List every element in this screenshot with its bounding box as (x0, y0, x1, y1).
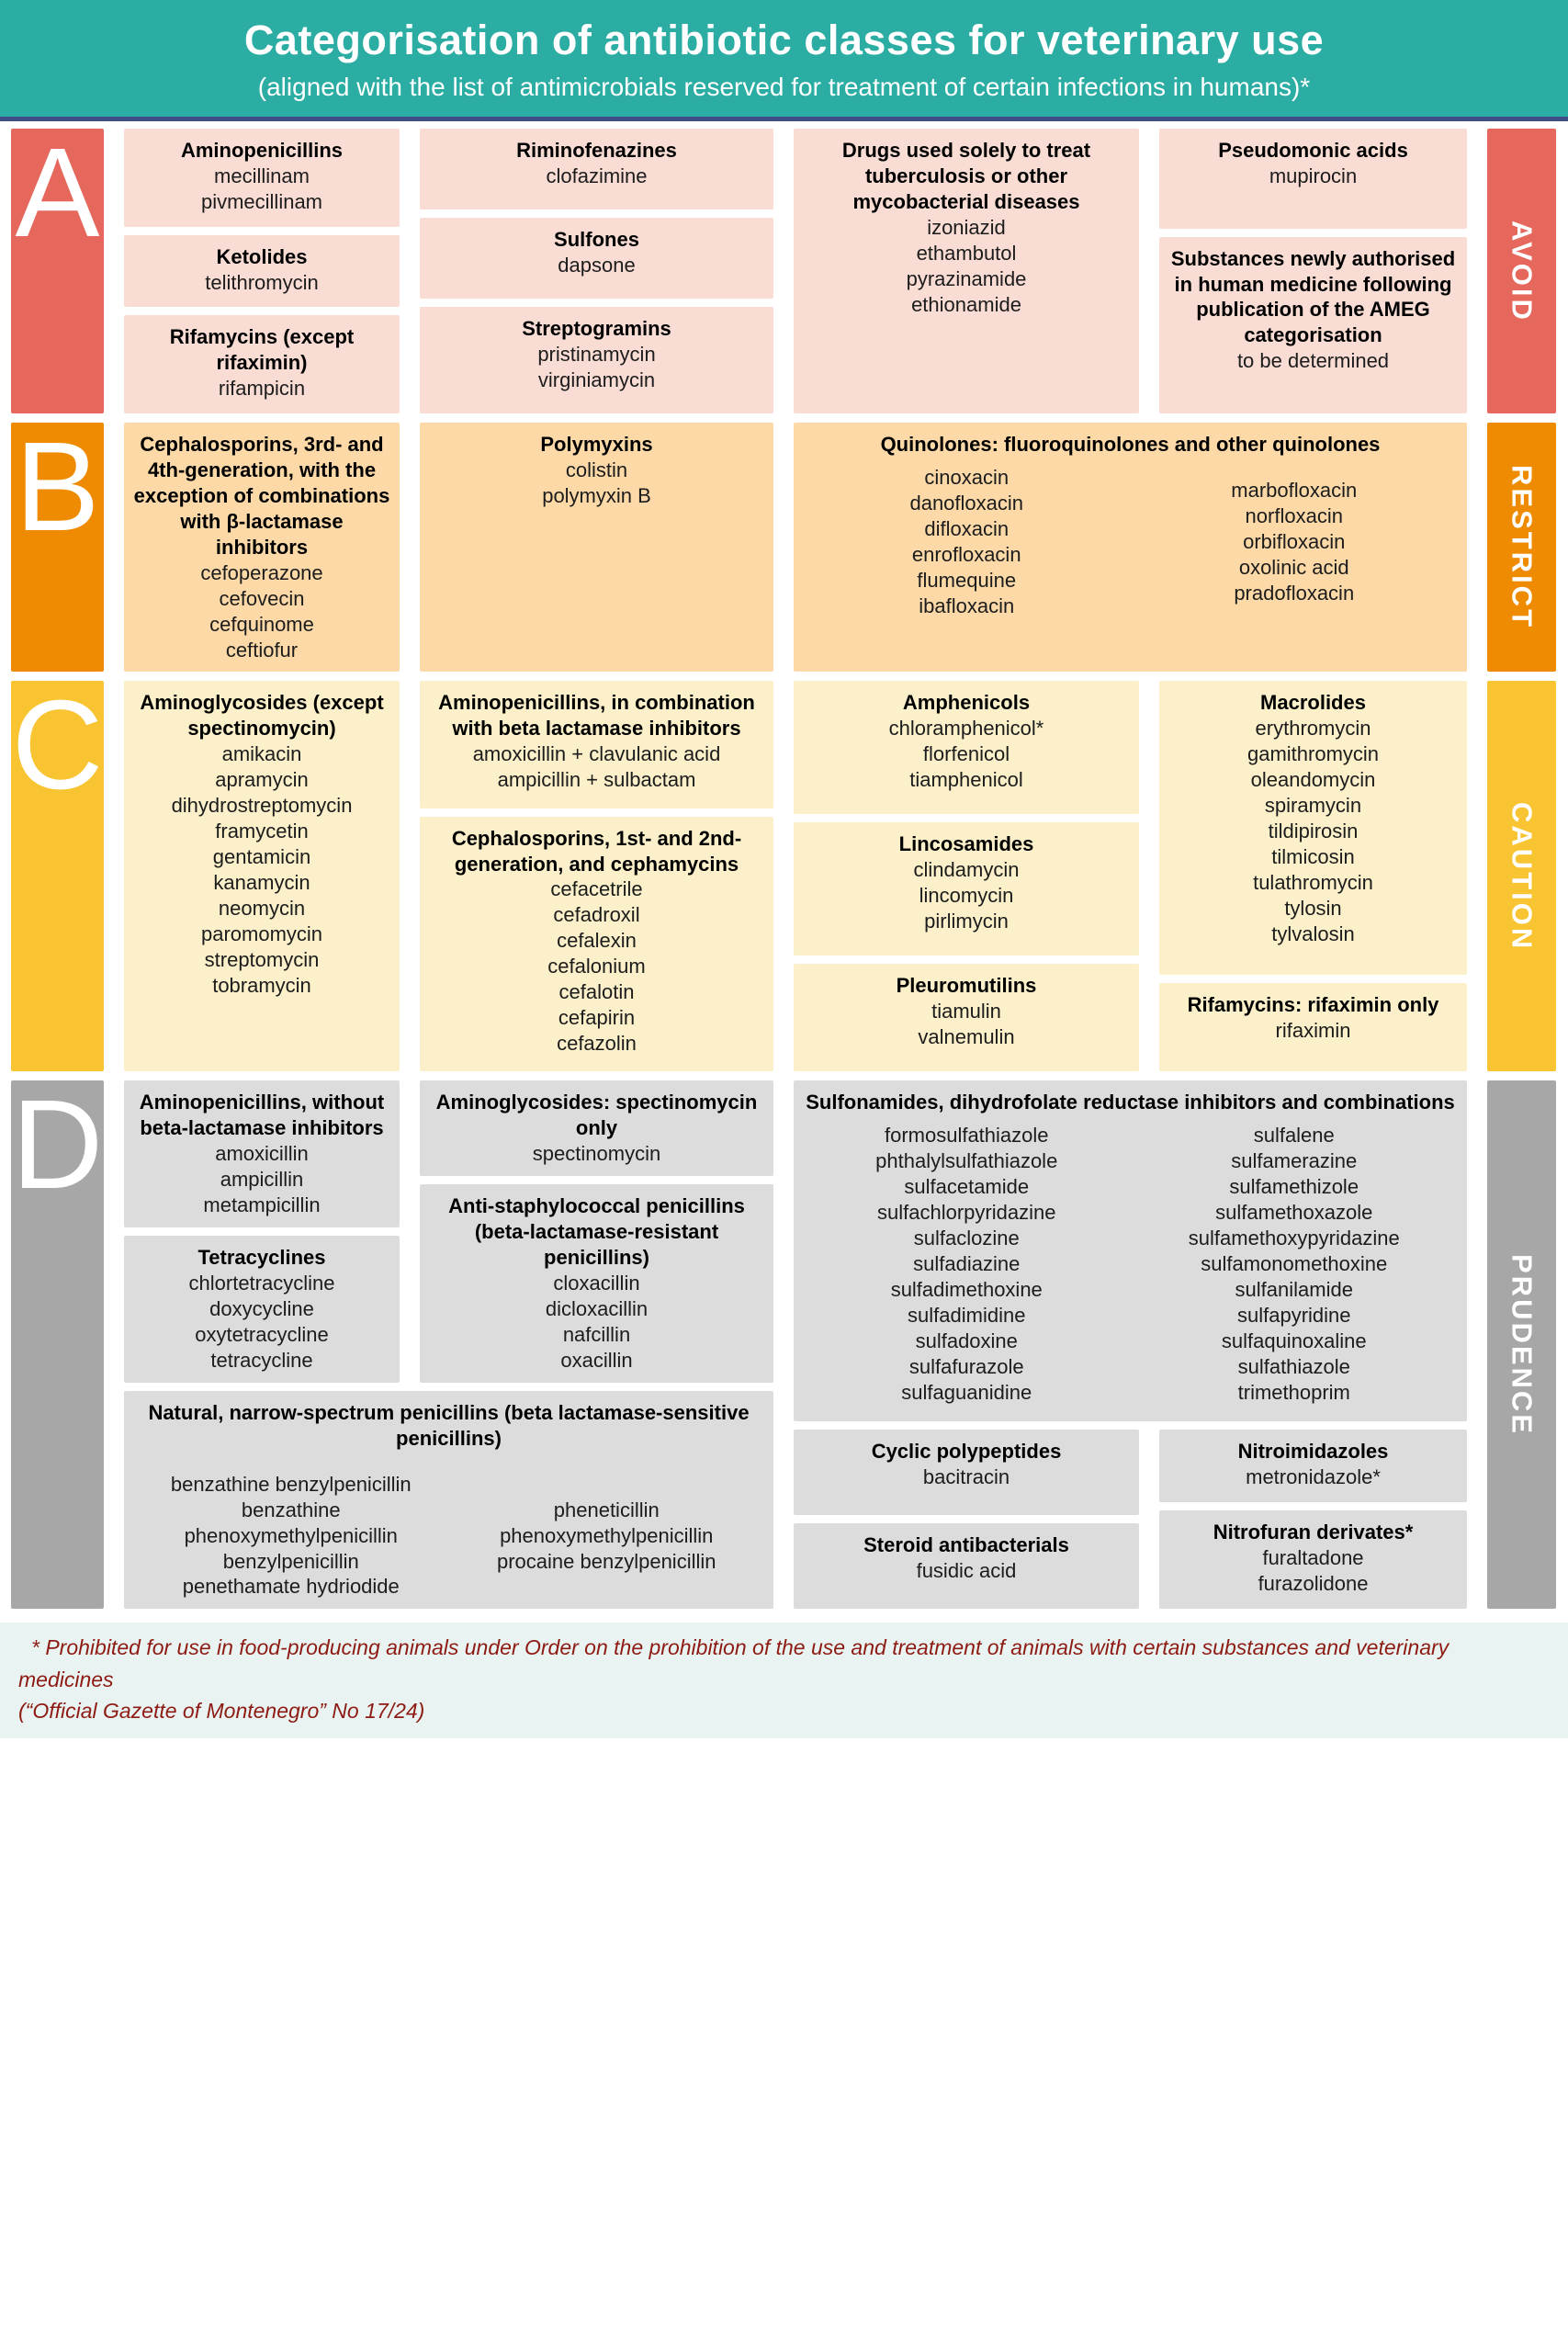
drug-item: sulfamethizole (1229, 1175, 1359, 1199)
drug-item: ceftiofur (225, 638, 299, 662)
drug-item: tylvalosin (1271, 922, 1355, 945)
drug-item: oxytetracycline (195, 1322, 329, 1346)
drug-item: phthalylsulfathiazole (875, 1149, 1058, 1173)
column-c4 (1159, 681, 1467, 1071)
column-d4 (1159, 1430, 1467, 1610)
drug-item: cefapirin (558, 1006, 636, 1030)
class-heading: Pleuromutilins (896, 974, 1037, 998)
footnote-line-2: (“Official Gazette of Montenegro” No 17/24) (18, 1699, 425, 1724)
category-strip-avoid (1487, 129, 1556, 413)
drug-list (133, 1271, 390, 1374)
drug-item: rifaximin (1275, 1019, 1351, 1043)
class-heading: Aminopenicillins (180, 139, 344, 162)
category-row-b (11, 416, 1557, 672)
drug-list (803, 215, 1130, 318)
drug-item: oleandomycin (1250, 768, 1376, 792)
class-heading: Aminoglycosides: spectinomycin only (435, 1091, 758, 1140)
column-d-right-bottom (794, 1430, 1467, 1610)
class-heading: Riminofenazines (516, 139, 677, 162)
column-a4 (1159, 129, 1467, 413)
class-heading: Quinolones: fluoroquinolones and other quinolones (880, 433, 1381, 456)
drug-list (133, 741, 390, 998)
drug-item: spectinomycin (532, 1142, 661, 1166)
class-box-ketolides (124, 235, 400, 308)
drug-list (1168, 1545, 1458, 1597)
drug-item: furazolidone (1258, 1571, 1369, 1595)
drug-item: enrofloxacin (911, 542, 1021, 566)
drug-item: mecillinam (214, 164, 310, 187)
column-d-right-group (794, 1080, 1467, 1609)
class-box-amphenicols (794, 681, 1139, 814)
drug-item: kanamycin (213, 871, 310, 894)
column-d-left-top (124, 1080, 773, 1382)
strip-label: PRUDENCE (1506, 1253, 1539, 1436)
drug-item: spiramycin (1264, 794, 1362, 818)
natural-penicillins-lists (133, 1472, 764, 1600)
drug-item: framycetin (215, 820, 309, 843)
class-heading: Ketolides (216, 244, 308, 268)
class-box-sulfones (420, 218, 773, 299)
column-b1 (124, 423, 400, 672)
footnote (0, 1623, 1568, 1738)
drug-item: telithromycin (205, 270, 319, 294)
strip-label: AVOID (1506, 220, 1539, 322)
drug-item: virginiamycin (537, 368, 656, 391)
class-heading: Sulfones (554, 228, 639, 252)
drug-item: pivmecillinam (200, 189, 323, 213)
drug-item: fusidic acid (916, 1559, 1017, 1583)
drug-item: florfenicol (922, 742, 1010, 766)
quinolones-lists (803, 465, 1458, 619)
drug-item: izoniazid (927, 215, 1006, 239)
drug-item: amikacin (221, 742, 302, 766)
drug-item: sulfafurazole (908, 1354, 1024, 1378)
class-box-aminoglycosides (124, 681, 400, 1071)
drug-item: oxolinic acid (1238, 555, 1349, 579)
drug-item: sulfaquinoxaline (1221, 1329, 1367, 1352)
drug-list (803, 999, 1130, 1050)
column-b2 (420, 423, 773, 672)
drug-item: pristinamycin (537, 342, 656, 366)
class-heading: Cephalosporins, 1st- and 2nd-generation, and cephamycins (451, 826, 742, 876)
category-letter-c: C (11, 681, 104, 1071)
drug-item: tiamphenicol (909, 768, 1023, 792)
drug-item: amoxicillin (215, 1142, 309, 1166)
drug-item: valnemulin (918, 1025, 1015, 1049)
drug-item: cefalotin (558, 980, 635, 1004)
column-d2 (420, 1080, 773, 1382)
class-heading: Anti-staphylococcal penicillins (beta-lactamase-resistant penicillins) (448, 1194, 745, 1270)
class-box-riminofenazines (420, 129, 773, 209)
drug-item: sulfachlorpyridazine (877, 1201, 1056, 1225)
drug-list (429, 458, 764, 509)
drug-item: pirlimycin (924, 910, 1009, 933)
page-subtitle: (aligned with the list of antimicrobials reserved for treatment of certain infections in humans)* (257, 73, 1311, 101)
drug-item: rifampicin (218, 377, 306, 401)
class-box-steroid-antibacterials (794, 1523, 1139, 1609)
drug-item: sulfamethoxazole (1215, 1201, 1373, 1225)
drug-list (133, 164, 390, 215)
class-box-new-substances (1159, 237, 1467, 413)
class-heading: Pseudomonic acids (1218, 139, 1408, 162)
drug-list (1131, 1123, 1459, 1405)
drug-item: sulfalene (1253, 1124, 1335, 1148)
class-heading: Rifamycins (except rifaximin) (169, 325, 355, 375)
category-row-d (11, 1074, 1557, 1609)
drug-item: amoxicillin + clavulanic acid (472, 742, 721, 766)
drug-item: dicloxacillin (545, 1297, 649, 1321)
class-heading: Nitroimidazoles (1237, 1439, 1389, 1463)
drug-item: penethamate hydriodide (182, 1575, 400, 1599)
drug-item: pheneticillin (553, 1498, 660, 1521)
drug-item: chloramphenicol* (888, 717, 1044, 741)
class-heading: Tetracyclines (197, 1246, 326, 1270)
drug-item: tulathromycin (1253, 871, 1373, 894)
drug-list (803, 1464, 1130, 1490)
drug-item: sulfadoxine (915, 1329, 1018, 1352)
drug-item: cloxacillin (553, 1272, 640, 1295)
drug-item: cefazolin (557, 1032, 637, 1056)
drug-item: tilmicosin (1271, 845, 1355, 869)
drug-list (449, 1472, 765, 1600)
class-box-natural-penicillins (124, 1391, 773, 1610)
drug-item: bacitracin (922, 1464, 1010, 1488)
drug-list (803, 716, 1130, 793)
strip-label: CAUTION (1506, 801, 1539, 952)
drug-item: ampicillin (220, 1168, 304, 1192)
drug-item: sulfamethoxypyridazine (1188, 1227, 1400, 1250)
drug-item: benzathine phenoxymethylpenicillin (184, 1498, 398, 1547)
class-heading: Streptogramins (522, 317, 671, 341)
category-letter-d: D (11, 1080, 104, 1609)
drug-item: sulfaguanidine (901, 1380, 1032, 1404)
class-box-cephalosporins-34 (124, 423, 400, 672)
column-c3 (794, 681, 1139, 1071)
class-heading: Nitrofuran derivates* (1213, 1521, 1414, 1544)
drug-item: norfloxacin (1245, 503, 1343, 527)
sulfonamides-lists (803, 1123, 1458, 1405)
drug-item: sulfadimethoxine (890, 1278, 1043, 1301)
category-row-c (11, 674, 1557, 1071)
drug-item: sulfapyridine (1236, 1303, 1351, 1327)
drug-item: metampicillin (203, 1193, 321, 1217)
drug-list (1168, 716, 1458, 946)
class-box-pseudomonic-acids (1159, 129, 1467, 229)
drug-list (429, 164, 764, 189)
class-heading: Lincosamides (898, 832, 1034, 856)
class-box-polymyxins (420, 423, 773, 672)
class-box-tuberculosis-drugs (794, 129, 1139, 413)
class-heading: Steroid antibacterials (863, 1533, 1069, 1557)
drug-item: neomycin (218, 896, 306, 920)
drug-item: ibafloxacin (919, 594, 1015, 617)
category-strip-caution (1487, 681, 1556, 1071)
drug-list (1168, 1018, 1458, 1044)
drug-list (803, 1123, 1131, 1405)
drug-list (429, 1271, 764, 1374)
category-strip-restrict (1487, 423, 1556, 672)
drug-list (429, 342, 764, 393)
drug-item: nafcillin (562, 1322, 631, 1346)
column-d3 (794, 1430, 1139, 1610)
drug-item: clofazimine (546, 164, 648, 187)
drug-item: procaine benzylpenicillin (497, 1549, 716, 1573)
drug-item: pyrazinamide (906, 266, 1027, 290)
class-box-rifamycins (124, 315, 400, 413)
class-heading: Aminoglycosides (except spectinomycin) (140, 691, 384, 741)
category-letter-a: A (11, 129, 104, 413)
drug-list (429, 741, 764, 793)
drug-item: sulfamerazine (1231, 1149, 1358, 1173)
drug-item: mupirocin (1269, 164, 1358, 187)
class-heading: Cephalosporins, 3rd- and 4th-generation, with the exception of combinations with β-lactamase inhibitors (133, 433, 390, 559)
class-heading: Rifamycins: rifaximin only (1187, 993, 1439, 1017)
class-heading: Natural, narrow-spectrum penicillins (beta lactamase-sensitive penicillins) (148, 1400, 750, 1450)
drug-item: cefalexin (557, 929, 637, 953)
strip-label: RESTRICT (1506, 465, 1539, 630)
class-box-rifaximin (1159, 983, 1467, 1071)
column-b-span (794, 423, 1467, 672)
drug-item: erythromycin (1255, 717, 1371, 741)
drug-item: furaltadone (1262, 1546, 1364, 1570)
drug-item: sulfathiazole (1237, 1354, 1350, 1378)
drug-list (133, 270, 390, 296)
drug-item: gentamicin (212, 845, 311, 869)
drug-item: colistin (565, 458, 628, 481)
class-heading: Sulfonamides, dihydrofolate reductase inhibitors and combinations (806, 1091, 1455, 1114)
drug-item: cefacetrile (550, 877, 643, 901)
class-heading: Drugs used solely to treat tuberculosis or other mycobacterial diseases (841, 139, 1091, 213)
class-heading: Aminopenicillins, without beta-lactamase inhibitors (139, 1091, 385, 1140)
drug-item: sulfadiazine (913, 1252, 1021, 1276)
drug-item: cefoperazone (200, 560, 323, 584)
class-box-aminopenicillins-plain (124, 1080, 400, 1227)
drug-list (1131, 465, 1459, 619)
drug-list (429, 253, 764, 278)
class-box-lincosamides (794, 822, 1139, 956)
drug-item: benzylpenicillin (222, 1549, 359, 1573)
class-heading: Polymyxins (540, 433, 653, 456)
class-box-aminopenicillins-combo (420, 681, 773, 808)
drug-item: paromomycin (200, 922, 323, 945)
drug-item: marbofloxacin (1231, 478, 1358, 502)
drug-item: sulfanilamide (1235, 1278, 1353, 1301)
drug-list (429, 876, 764, 1057)
column-a3 (794, 129, 1139, 413)
class-box-cephalosporins-12 (420, 817, 773, 1072)
drug-item: sulfadimidine (908, 1303, 1026, 1327)
class-box-pleuromutilins (794, 964, 1139, 1071)
drug-item: metronidazole* (1246, 1464, 1381, 1488)
drug-item: tiamulin (931, 1000, 1001, 1023)
class-box-tetracyclines (124, 1236, 400, 1383)
drug-item: cefovecin (219, 586, 305, 610)
drug-item: tobramycin (212, 973, 311, 997)
drug-list (803, 465, 1131, 619)
class-box-sulfonamides (794, 1080, 1467, 1420)
class-box-cyclic-polypeptides (794, 1430, 1139, 1515)
drug-list (803, 1558, 1130, 1584)
drug-item: lincomycin (919, 884, 1014, 908)
footnote-line-1: * Prohibited for use in food-producing animals under Order on the prohibition of the use and treatment of animals with certain substances and veterinary medicines (18, 1635, 1450, 1691)
column-a1 (124, 129, 400, 413)
class-heading: Substances newly authorised in human medicine following publication of the AMEG categorisation (1170, 246, 1456, 347)
drug-item: to be determined (1236, 349, 1390, 373)
class-box-nitrofuran-derivates (1159, 1510, 1467, 1609)
page-title: Categorisation of antibiotic classes for veterinary use (243, 17, 1325, 63)
class-heading: Cyclic polypeptides (871, 1439, 1062, 1463)
category-row-a (11, 122, 1557, 413)
drug-item: tildipirosin (1268, 820, 1359, 843)
drug-item: ethambutol (916, 241, 1017, 265)
drug-item: danofloxacin (909, 491, 1024, 514)
column-c2 (420, 681, 773, 1071)
drug-item: clindamycin (913, 858, 1020, 882)
drug-item: difloxacin (924, 516, 1010, 540)
drug-item: ampicillin + sulbactam (497, 768, 696, 792)
drug-item: apramycin (215, 768, 309, 792)
drug-item: formosulfathiazole (884, 1124, 1049, 1148)
drug-item: dihydrostreptomycin (171, 794, 353, 818)
drug-list (1168, 348, 1458, 374)
drug-item: cefquinome (209, 612, 314, 636)
category-table (11, 122, 1557, 1609)
drug-item: dapsone (558, 253, 636, 277)
drug-list (133, 1472, 449, 1600)
drug-item: polymyxin B (542, 483, 651, 507)
drug-item: oxacillin (560, 1348, 633, 1372)
drug-list (1168, 1464, 1458, 1490)
class-box-spectinomycin (420, 1080, 773, 1176)
drug-item: benzathine benzylpenicillin (170, 1472, 412, 1496)
class-heading: Amphenicols (902, 691, 1031, 715)
column-d1 (124, 1080, 400, 1382)
column-a2 (420, 129, 773, 413)
class-heading: Aminopenicillins, in combination with beta lactamase inhibitors (438, 691, 755, 741)
header (0, 0, 1568, 121)
drug-item: chlortetracycline (188, 1272, 335, 1295)
drug-list (803, 857, 1130, 934)
column-d-left-group (124, 1080, 773, 1609)
drug-item: sulfacetamide (904, 1175, 1030, 1199)
drug-item: pradofloxacin (1234, 581, 1355, 605)
class-box-quinolones (794, 423, 1467, 672)
drug-list (133, 376, 390, 401)
drug-item: cefalonium (547, 955, 646, 978)
class-box-macrolides (1159, 681, 1467, 975)
drug-list (133, 1141, 390, 1218)
drug-item: sulfaclozine (913, 1227, 1020, 1250)
drug-item: doxycycline (209, 1297, 314, 1321)
drug-list (133, 560, 390, 663)
class-box-antistaph-penicillins (420, 1184, 773, 1383)
drug-item: gamithromycin (1247, 742, 1380, 766)
drug-list (1168, 164, 1458, 189)
drug-item: phenoxymethylpenicillin (500, 1523, 714, 1547)
drug-item: tylosin (1284, 896, 1342, 920)
column-c1 (124, 681, 400, 1071)
drug-item: cinoxacin (924, 465, 1010, 489)
class-heading: Macrolides (1260, 691, 1366, 715)
drug-item: streptomycin (204, 947, 320, 971)
drug-item: sulfamonomethoxine (1201, 1252, 1388, 1276)
category-letter-b: B (11, 423, 104, 672)
drug-item: ethionamide (911, 292, 1021, 316)
drug-item: orbifloxacin (1243, 529, 1346, 553)
drug-list (429, 1141, 764, 1167)
class-box-streptogramins (420, 307, 773, 413)
drug-item: flumequine (917, 568, 1017, 592)
drug-item: cefadroxil (553, 903, 640, 927)
category-strip-prudence (1487, 1080, 1556, 1609)
class-box-aminopenicillins (124, 129, 400, 227)
drug-item: trimethoprim (1237, 1380, 1350, 1404)
drug-item: tetracycline (210, 1348, 313, 1372)
class-box-nitroimidazoles (1159, 1430, 1467, 1502)
